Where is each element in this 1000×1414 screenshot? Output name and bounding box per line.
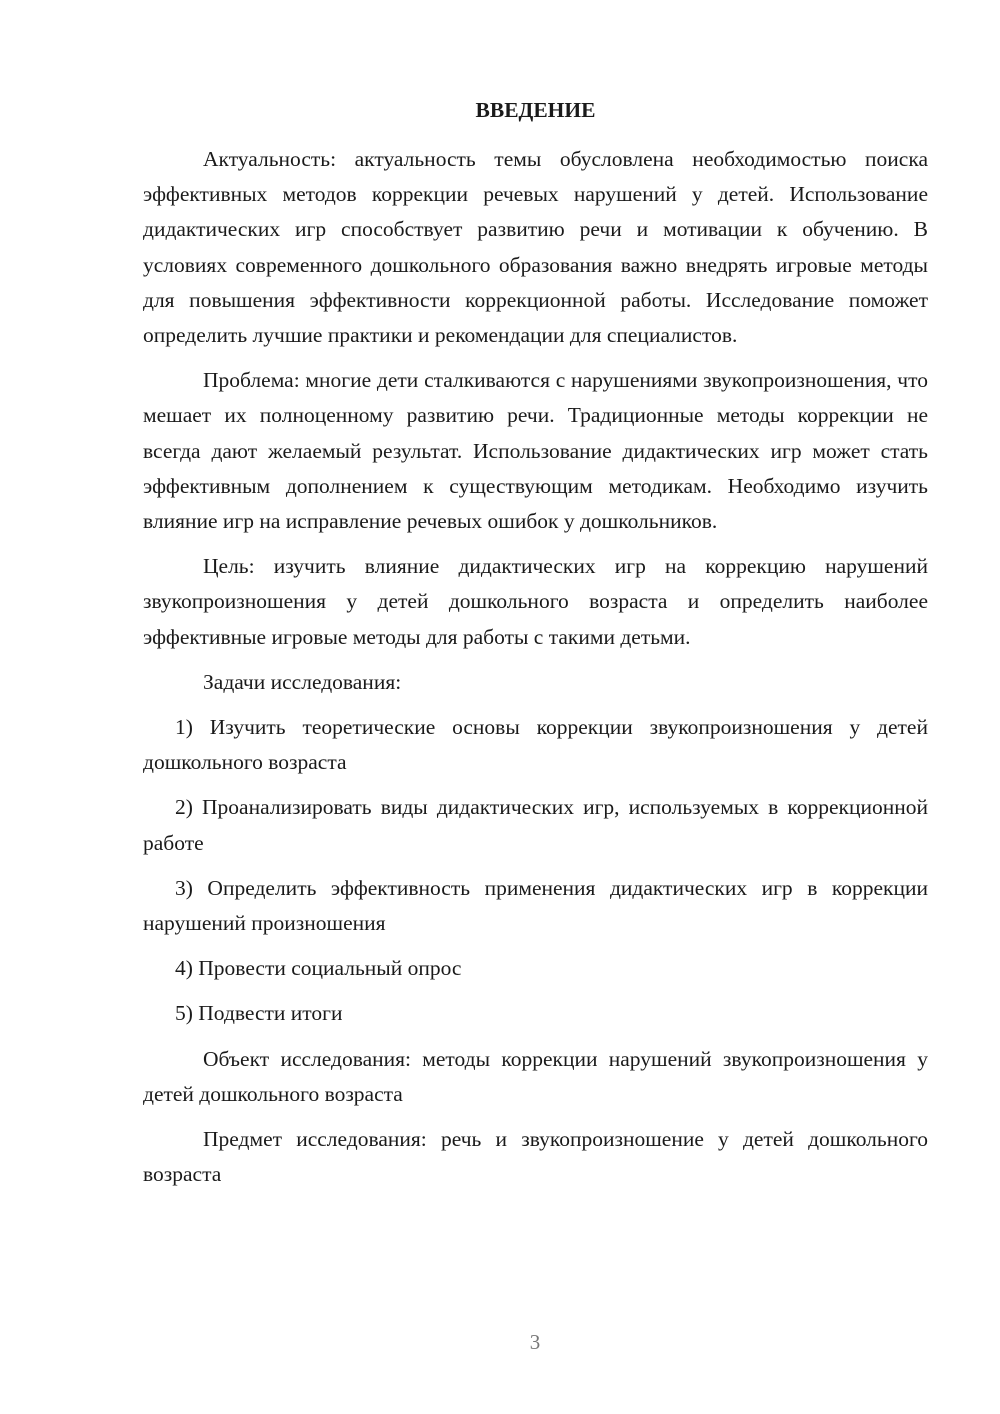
research-object-paragraph: Объект исследования: методы коррекции нарушений звукопроизношения у детей дошкольного возраста xyxy=(143,1046,928,1106)
relevance-paragraph: Актуальность: актуальность темы обусловлена необходимостью поиска эффективных методов коррекции речевых нарушений у детей. Использование дидактических игр способствует развитию речи и мотивации к обучению. В условиях современного дошкольного образования важно внедрять игровые методы для повышения эффективности коррекционной работы. Исследование поможет определить лучшие практики и рекомендации для специалистов. xyxy=(143,147,928,348)
task-item-3: 3) Определить эффективность применения дидактических игр в коррекции нарушений произношения xyxy=(143,875,928,936)
tasks-heading: Задачи исследования: xyxy=(203,669,402,694)
task-item-4: 4) Провести социальный опрос xyxy=(175,956,462,981)
task-item-2: 2) Проанализировать виды дидактических игр, используемых в коррекционной работе xyxy=(143,795,928,855)
problem-paragraph: Проблема: многие дети сталкиваются с нарушениями звукопроизношения, что мешает их полноценному развитию речи. Традиционные методы коррекции не всегда дают желаемый результат. Использование дидактических игр может стать эффективным дополнением к существующим методикам. Необходимо изучить влияние игр на исправление речевых ошибок у дошкольников. xyxy=(143,368,928,534)
document-page xyxy=(143,92,928,1202)
task-item-5: 5) Подвести итоги xyxy=(175,1001,343,1026)
section-title: ВВЕДЕНИЕ xyxy=(475,98,596,122)
research-subject-paragraph: Предмет исследования: речь и звукопроизношение у детей дошкольного возраста xyxy=(143,1127,928,1187)
task-item-1: 1) Изучить теоретические основы коррекции звукопроизношения у детей дошкольного возраста xyxy=(143,715,928,775)
page-number: 3 xyxy=(529,1330,541,1354)
tasks-list xyxy=(143,710,928,1032)
goal-paragraph: Цель: изучить влияние дидактических игр на коррекцию нарушений звукопроизношения у детей дошкольного возраста и определить наиболее эффективные игровые методы для работы с такими детьми. xyxy=(143,554,928,649)
